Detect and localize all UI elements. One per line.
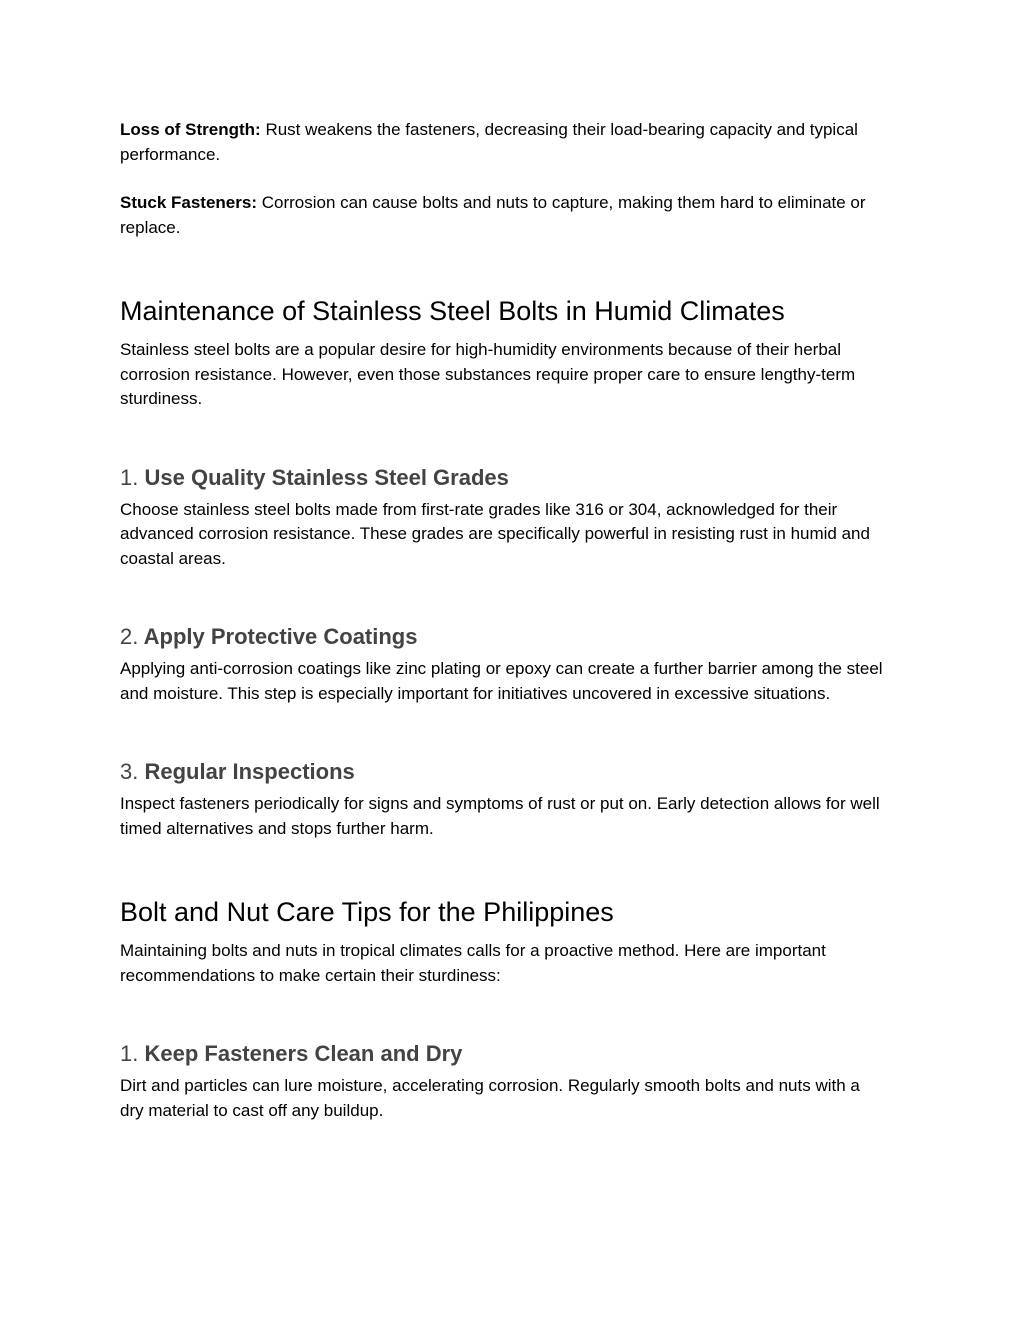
loss-of-strength-text: Rust weakens the fasteners, decreasing their load-bearing capacity and typical performance. [120, 120, 858, 164]
subheading-quality-grades [120, 464, 910, 492]
paragraph-regular-inspections: Inspect fasteners periodically for signs and symptoms of rust or put on. Early detection allows for well timed alternatives and stops further harm. [120, 794, 880, 838]
subheading-regular-inspections [120, 758, 910, 786]
subheading-protective-coatings [120, 623, 910, 651]
paragraph-quality-grades: Choose stainless steel bolts made from first-rate grades like 316 or 304, acknowledged for their advanced corrosion resistance. These grades are specifically powerful in resisting rust in humid and coastal areas. [120, 499, 870, 568]
stuck-fasteners-paragraph [120, 191, 880, 240]
section-intro-stainless-maintenance: Stainless steel bolts are a popular desire for high-humidity environments because of their herbal corrosion resistance. However, even those substances require proper care to ensure lengthy-term sturdiness. [120, 340, 856, 408]
section-intro-philippines-care: Maintaining bolts and nuts in tropical climates calls for a proactive method. Here are important recommendations to make certain their sturdiness: [120, 941, 826, 985]
section-heading-stainless-maintenance: Maintenance of Stainless Steel Bolts in Humid Climates [120, 296, 785, 326]
section-heading-philippines-care: Bolt and Nut Care Tips for the Philippines [120, 897, 614, 927]
stuck-fasteners-text: Corrosion can cause bolts and nuts to capture, making them hard to eliminate or replace. [120, 193, 866, 237]
paragraph-keep-clean-dry: Dirt and particles can lure moisture, accelerating corrosion. Regularly smooth bolts and nuts with a dry material to cast off any buildup. [120, 1076, 860, 1120]
subheading-keep-clean-dry [120, 1040, 910, 1068]
subheading-number: 3. [120, 759, 139, 784]
loss-of-strength-paragraph [120, 118, 880, 167]
document-page [120, 118, 910, 1123]
stuck-fasteners-term: Stuck Fasteners: [120, 193, 257, 212]
loss-of-strength-term: Loss of Strength: [120, 120, 261, 139]
subheading-title: Regular Inspections [144, 759, 355, 784]
subheading-title: Keep Fasteners Clean and Dry [144, 1041, 463, 1066]
subheading-title: Use Quality Stainless Steel Grades [144, 464, 509, 490]
subheading-number: 2. [120, 624, 139, 649]
subheading-number: 1. [120, 1041, 139, 1066]
subheading-title: Apply Protective Coatings [143, 624, 418, 649]
subheading-number: 1. [120, 464, 139, 490]
paragraph-protective-coatings: Applying anti-corrosion coatings like zinc plating or epoxy can create a further barrier among the steel and moisture. This step is especially important for initiatives uncovered in excessive situations. [120, 659, 883, 703]
